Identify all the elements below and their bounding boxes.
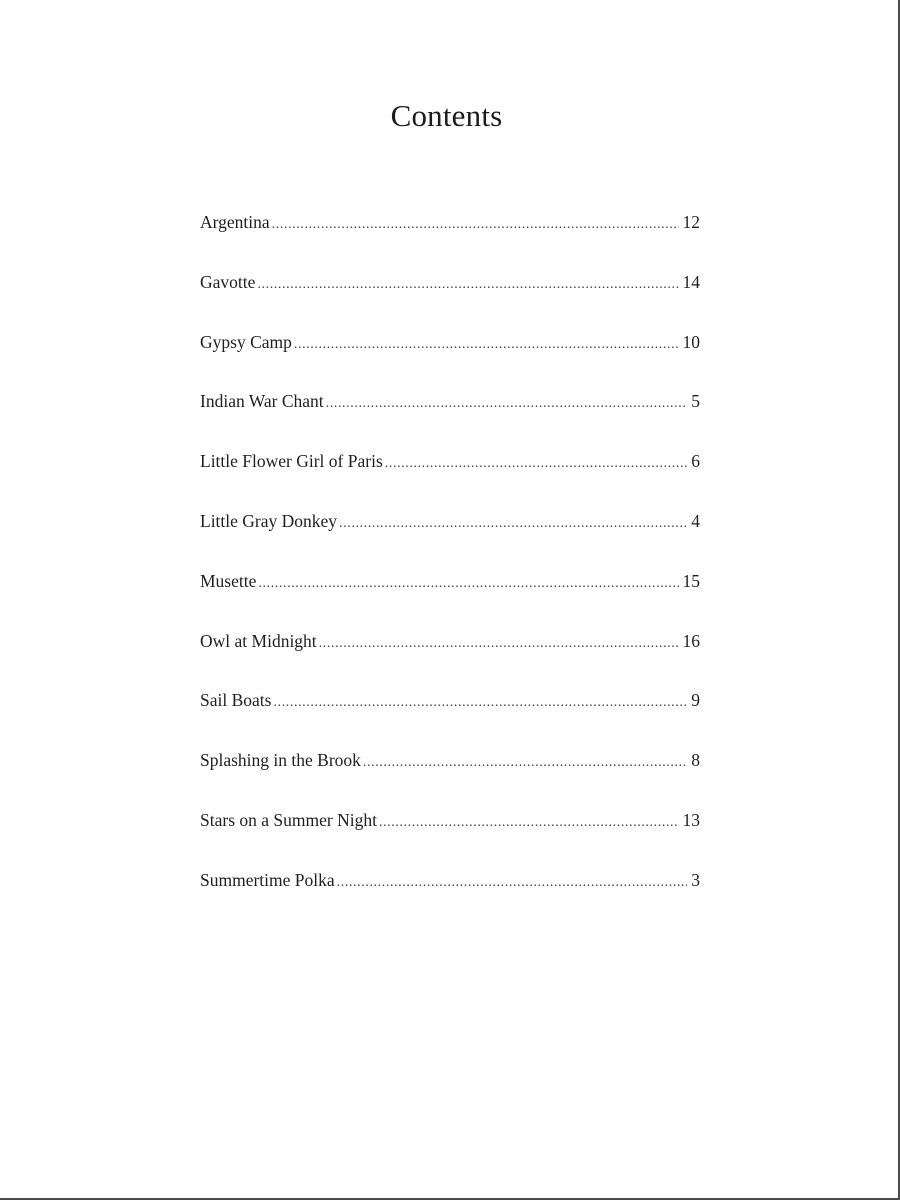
toc-entry[interactable] — [200, 200, 700, 260]
toc-entry-page: 3 — [691, 869, 700, 890]
toc-entry-title: Gavotte — [200, 271, 256, 292]
toc-entry-title: Little Flower Girl of Paris — [200, 451, 383, 472]
toc-entry[interactable] — [200, 499, 700, 559]
toc-entry[interactable] — [200, 678, 700, 738]
dot-leader — [319, 622, 679, 666]
toc-entry-page: 16 — [682, 630, 700, 651]
toc-entry-page: 15 — [682, 570, 700, 591]
page-title: Contents — [390, 98, 503, 133]
toc-entry-page: 5 — [691, 391, 700, 412]
toc-entry[interactable] — [200, 379, 700, 439]
dot-leader — [326, 382, 688, 426]
toc-entry-page: 10 — [682, 331, 700, 352]
toc-entry-page: 8 — [691, 750, 700, 771]
dot-leader — [337, 861, 688, 905]
toc-entry[interactable] — [200, 559, 700, 619]
toc-entry[interactable] — [200, 738, 700, 798]
toc-entry-title: Owl at Midnight — [200, 630, 317, 651]
toc-entry-title: Gypsy Camp — [200, 331, 292, 352]
toc-entry-title: Stars on a Summer Night — [200, 809, 377, 830]
toc-entry-page: 13 — [682, 809, 700, 830]
toc-entry[interactable] — [200, 858, 700, 918]
toc-entry[interactable] — [200, 619, 700, 679]
toc-entry-title: Splashing in the Brook — [200, 750, 361, 771]
dot-leader — [258, 562, 678, 606]
dot-leader — [385, 442, 687, 486]
toc-entry-title: Indian War Chant — [200, 391, 324, 412]
toc-entry[interactable] — [200, 798, 700, 858]
toc-entry-title: Little Gray Donkey — [200, 510, 338, 531]
dot-leader — [273, 681, 687, 725]
toc-entry[interactable] — [200, 260, 700, 320]
toc-entry-title: Argentina — [200, 212, 270, 232]
toc-entry-page: 4 — [691, 510, 700, 531]
dot-leader — [272, 203, 679, 247]
toc-entry-page: 12 — [682, 212, 700, 232]
dot-leader — [339, 502, 687, 546]
table-of-contents — [200, 200, 700, 918]
toc-entry[interactable] — [200, 439, 700, 499]
dot-leader — [363, 741, 687, 785]
toc-entry-title: Musette — [200, 570, 257, 591]
toc-entry-page: 9 — [691, 690, 700, 711]
toc-entry-title: Sail Boats — [200, 690, 272, 711]
toc-entry-title: Summertime Polka — [200, 869, 335, 890]
toc-entry-page: 14 — [682, 271, 700, 292]
dot-leader — [294, 323, 679, 367]
dot-leader — [379, 801, 679, 845]
toc-entry[interactable] — [200, 320, 700, 380]
toc-entry-page: 6 — [691, 451, 700, 472]
dot-leader — [257, 263, 678, 307]
